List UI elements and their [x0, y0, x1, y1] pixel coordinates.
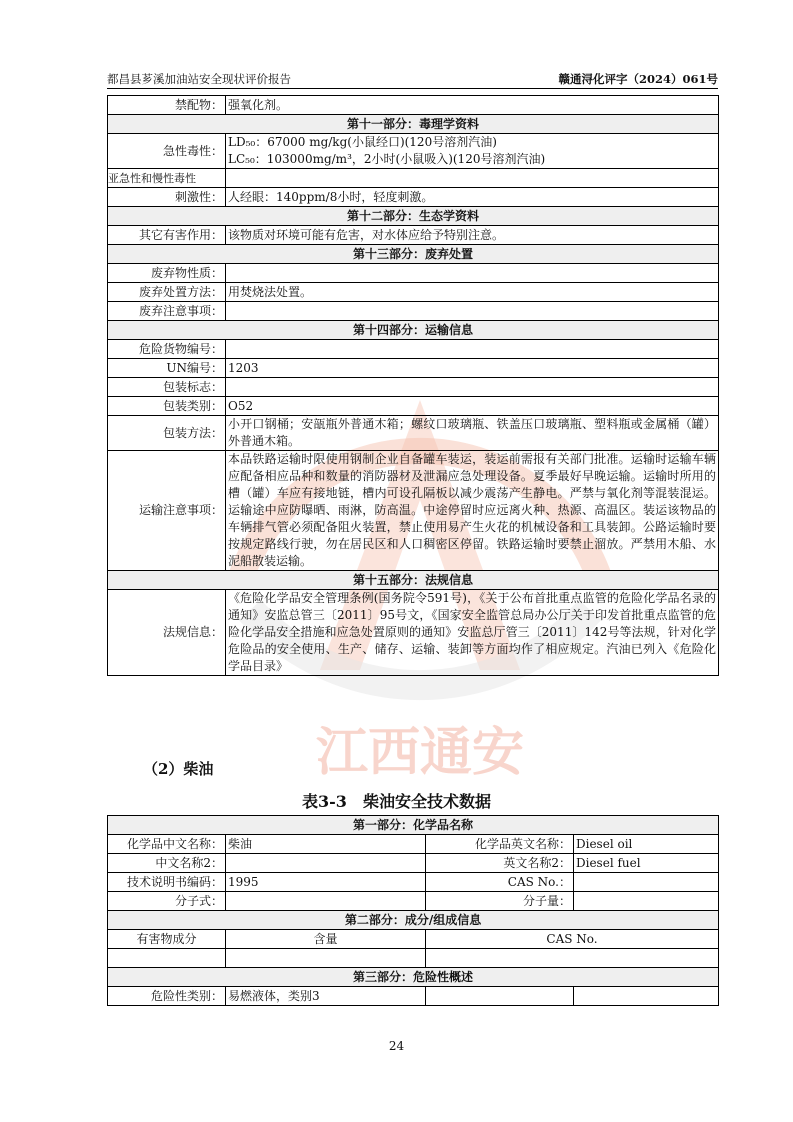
table-row — [108, 378, 719, 397]
section-heading: 第三部分：危险性概述 — [108, 968, 719, 987]
section-heading: 第十一部分：毒理学资料 — [108, 115, 719, 134]
row-label: UN编号： — [108, 359, 226, 378]
section-heading: 第二部分：成分/组成信息 — [108, 911, 719, 930]
row-label: 包装标志： — [108, 378, 226, 397]
lc50-text: LC₅₀：103000mg/m³，2小时(小鼠吸入)(120号溶剂汽油) — [228, 152, 546, 166]
table-row — [108, 359, 719, 378]
row-value — [226, 340, 719, 359]
row-value: Diesel oil — [574, 835, 719, 854]
row-label: 法规信息： — [108, 590, 226, 676]
watermark-text: 江西通安 — [315, 723, 525, 783]
row-value — [226, 892, 426, 911]
row-label: 其它有害作用： — [108, 226, 226, 245]
row-label: 化学品英文名称： — [426, 835, 574, 854]
row-value: Diesel fuel — [574, 854, 719, 873]
row-label: 运输注意事项： — [108, 451, 226, 571]
row-label: 化学品中文名称： — [108, 835, 226, 854]
column-header: 有害物成分 — [108, 930, 226, 949]
row-label: CAS No.： — [426, 873, 574, 892]
table-row — [108, 134, 719, 169]
table-row — [108, 169, 719, 188]
page-header — [107, 70, 718, 89]
header-report-title: 都昌县芗溪加油站安全现状评价报告 — [107, 72, 291, 86]
table-row — [108, 340, 719, 359]
header-report-number: 赣通浔化评字（2024）061号 — [558, 72, 718, 86]
row-value: 人经眼：140ppm/8小时，轻度刺激。 — [226, 188, 719, 207]
column-header: CAS No. — [426, 930, 719, 949]
empty-cell — [108, 949, 226, 968]
diesel-data-table — [107, 815, 719, 1006]
row-label: 亚急性和慢性毒性 — [108, 169, 226, 188]
row-label: 包装类别： — [108, 397, 226, 416]
table-row — [108, 283, 719, 302]
row-value: 强氧化剂。 — [226, 96, 719, 115]
table-row — [108, 949, 719, 968]
row-label: 废弃物性质： — [108, 264, 226, 283]
empty-cell — [426, 949, 719, 968]
row-value — [226, 378, 719, 397]
row-value: 易燃液体，类别3 — [226, 987, 426, 1006]
table-row — [108, 590, 719, 676]
row-value — [226, 264, 719, 283]
row-label: 危险性类别： — [108, 987, 226, 1006]
row-label: 危险货物编号： — [108, 340, 226, 359]
row-value: 柴油 — [226, 835, 426, 854]
row-value — [226, 854, 426, 873]
row-value: 1203 — [226, 359, 719, 378]
gasoline-data-table — [107, 95, 719, 676]
table-row — [108, 873, 719, 892]
row-value — [226, 134, 719, 169]
table-row — [108, 835, 719, 854]
row-label: 分子式： — [108, 892, 226, 911]
row-value: O52 — [226, 397, 719, 416]
row-value — [226, 302, 719, 321]
row-label: 技术说明书编码： — [108, 873, 226, 892]
empty-cell — [426, 987, 574, 1006]
section-heading: 第十五部分：法规信息 — [108, 571, 719, 590]
subheading-diesel: （2）柴油 — [143, 760, 214, 778]
row-label: 急性毒性： — [108, 134, 226, 169]
row-label: 分子量： — [426, 892, 574, 911]
column-header: 含量 — [226, 930, 426, 949]
row-value: 小开口钢桶；安瓿瓶外普通木箱；螺纹口玻璃瓶、铁盖压口玻璃瓶、塑料瓶或金属桶（罐）外普通木箱。 — [226, 416, 719, 451]
table-row — [108, 302, 719, 321]
table-row — [108, 397, 719, 416]
table-row — [108, 854, 719, 873]
section-heading: 第十四部分：运输信息 — [108, 321, 719, 340]
row-label: 包装方法： — [108, 416, 226, 451]
empty-cell — [574, 987, 719, 1006]
row-value: 《危险化学品安全管理条例(国务院令591号)，《关于公布首批重点监管的危险化学品名录的通知》安监总管三〔2011〕95号文，《国家安全监管总局办公厅关于印发首批重点监管的危险化学品安全措施和应急处置原则的通知》安监总厅管三〔2011〕142号等法规，针对化学危险品的安全使用、生产、储存、运输、装卸等方面均作了相应规定。汽油已列入《危险化学品目录》 — [226, 590, 719, 676]
row-value — [574, 892, 719, 911]
row-value: 该物质对环境可能有危害，对水体应给予特别注意。 — [226, 226, 719, 245]
table-row — [108, 987, 719, 1006]
table-row — [108, 416, 719, 451]
row-value: 用焚烧法处置。 — [226, 283, 719, 302]
table-row — [108, 930, 719, 949]
empty-cell — [226, 949, 426, 968]
row-value — [574, 873, 719, 892]
ld50-text: LD₅₀：67000 mg/kg(小鼠经口)(120号溶剂汽油) — [228, 135, 497, 149]
table-row — [108, 451, 719, 571]
section-heading: 第十三部分：废弃处置 — [108, 245, 719, 264]
page-number: 24 — [388, 1039, 405, 1053]
row-label: 废弃注意事项： — [108, 302, 226, 321]
section-heading: 第一部分：化学品名称 — [108, 816, 719, 835]
table-row — [108, 892, 719, 911]
row-label: 禁配物： — [108, 96, 226, 115]
row-value — [226, 169, 719, 188]
table-row — [108, 226, 719, 245]
table-row — [108, 96, 719, 115]
row-value: 1995 — [226, 873, 426, 892]
row-label: 英文名称2： — [426, 854, 574, 873]
row-label: 刺激性： — [108, 188, 226, 207]
row-label: 废弃处置方法： — [108, 283, 226, 302]
table-row — [108, 188, 719, 207]
table-caption: 表3-3 柴油安全技术数据 — [302, 792, 491, 811]
section-heading: 第十二部分：生态学资料 — [108, 207, 719, 226]
row-label: 中文名称2： — [108, 854, 226, 873]
row-value: 本品铁路运输时限使用钢制企业自备罐车装运，装运前需报有关部门批准。运输时运输车辆应配备相应品种和数量的消防器材及泄漏应急处理设备。夏季最好早晚运输。运输时所用的槽（罐）车应有接地链，槽内可设孔隔板以减少震荡产生静电。严禁与氧化剂等混装混运。运输途中应防曝晒、雨淋，防高温。中途停留时应远离火种、热源、高温区。装运该物品的车辆排气管必须配备阻火装置，禁止使用易产生火花的机械设备和工具装卸。公路运输时要按规定路线行驶，勿在居民区和人口稠密区停留。铁路运输时要禁止溜放。严禁用木船、水泥船散装运输。 — [226, 451, 719, 571]
table-row — [108, 264, 719, 283]
